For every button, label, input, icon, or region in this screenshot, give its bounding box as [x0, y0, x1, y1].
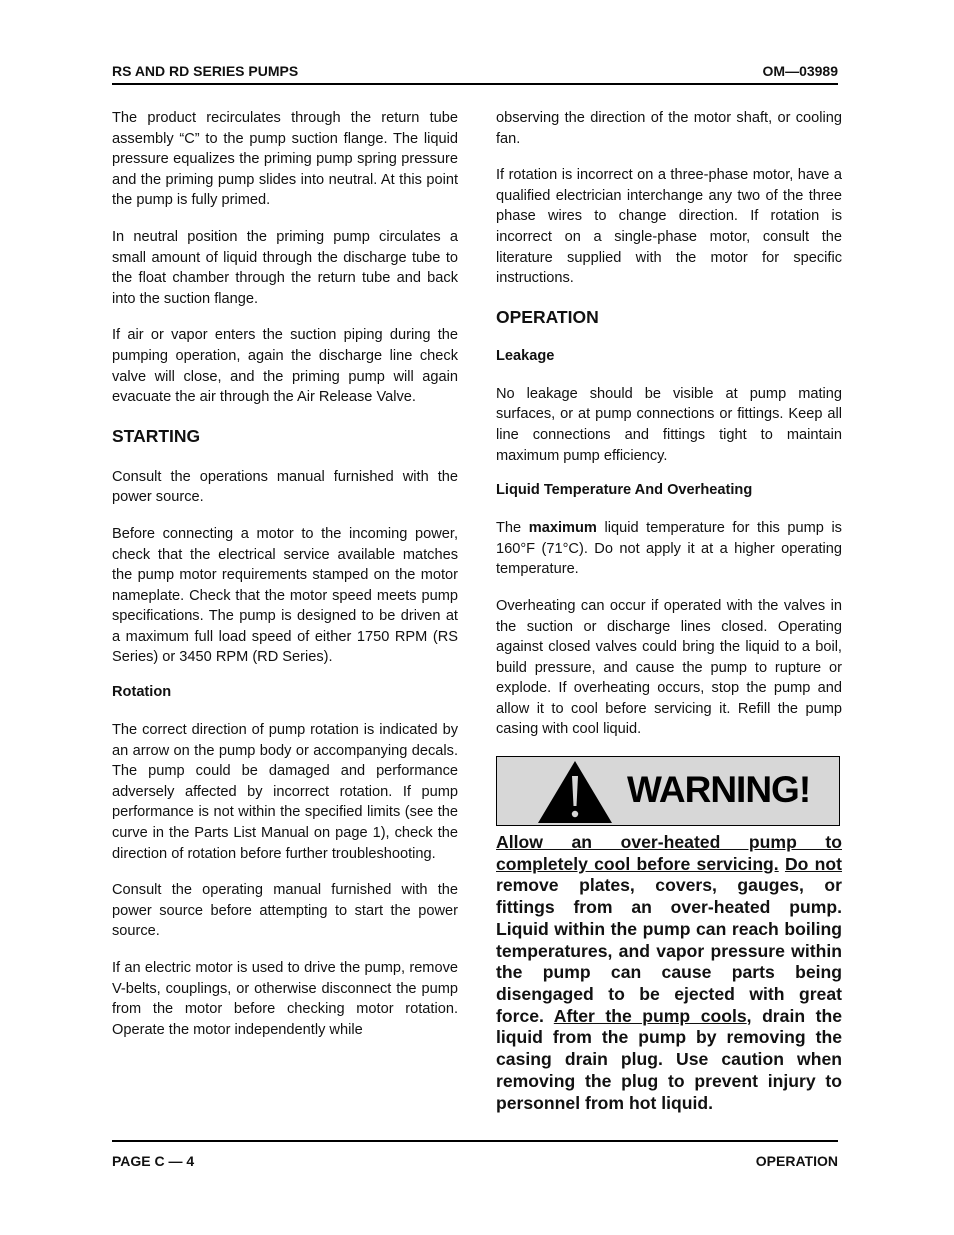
heading-liquid-temperature: Liquid Temperature And Overheating — [496, 482, 753, 499]
warning-title: WARNING! — [627, 769, 811, 811]
paragraph-neutral-position: In neutral position the priming pump circulates a small amount of liquid through the discharge tube to the float chamber through the return tube and back into the suction flange. — [112, 228, 458, 307]
heading-rotation: Rotation — [112, 684, 172, 701]
warning-underline-after: After the pump cools — [553, 1005, 747, 1026]
warning-underline-cool: Allow an over-heated pump to completely cool before servicing. — [496, 832, 842, 874]
paragraph-rotation-direction: The correct direction of pump rotation is indicated by an arrow on the pump body or accompanying decals. The pump could be damaged and performance adversely affected by incorrect rotation. If pump performance is not within the specified limits (see the curve in the Parts List Manual on page 1), check the direction of rotation before further troubleshooting. — [112, 722, 458, 862]
heading-starting: STARTING — [112, 425, 201, 446]
header-series-title: RS AND RD SERIES PUMPS — [112, 63, 299, 79]
warning-banner — [496, 756, 840, 826]
paragraph-before-connecting: Before connecting a motor to the incoming power, check that the electrical service available matches the pump motor requirements stamped on the motor nameplate. Check that the motor speed meets pump specifications. The pump is designed to be driven at a maximum full load speed of either 1750 RPM (RS Series) or 3450 RPM (RD Series). — [112, 525, 458, 666]
exclamation-triangle-icon — [537, 760, 613, 824]
heading-operation: OPERATION — [496, 306, 599, 327]
page-header — [112, 63, 838, 85]
paragraph-overheating: Overheating can occur if operated with the valves in the suction or discharge lines closed. Operating against closed valves could bring the liquid to a boil, build pressure, and cause the pump to rupture or explode. If overheating occurs, stop the pump and allow it to cool before servicing it. Refill the pump casing with cool liquid. — [496, 597, 842, 738]
max-temp-prefix: The — [496, 520, 522, 537]
heading-leakage: Leakage — [496, 347, 555, 364]
warning-body-end: , drain the liquid from the pump by removing the casing drain plug. Use caution when removing the plug to prevent injury to personnel from hot liquid. — [496, 1005, 842, 1113]
right-column — [496, 108, 842, 1114]
paragraph-consult-manual: Consult the operations manual furnished with the power source. — [112, 468, 458, 506]
paragraph-incorrect-rotation: If rotation is incorrect on a three-phase motor, have a qualified electrician interchange any two of the three phase wires to change direction. If rotation is incorrect on a single-phase motor, consult the literature supplied with the motor for specific instructions. — [496, 167, 842, 287]
paragraph-observing-direction: observing the direction of the motor shaft, or cooling fan. — [496, 110, 842, 147]
warning-body: remove plates, covers, gauges, or fittings from an over-heated pump. Liquid within the pump can reach boiling temperatures, and vapor pressure within the pump can cause parts being disengaged to be ejected with great force. — [496, 875, 842, 1026]
paragraph-max-temperature — [496, 518, 842, 580]
paragraph-consult-operating-manual: Consult the operating manual furnished with the power source before attempting to start the power source. — [112, 882, 458, 940]
header-document-number: OM—03989 — [762, 63, 838, 79]
warning-text — [496, 832, 842, 1114]
paragraph-leakage: No leakage should be visible at pump mating surfaces, or at pump connections or fittings. Keep all line connections and fittings tight to maintain maximum pump efficiency. — [496, 385, 842, 464]
page-footer — [112, 1140, 838, 1169]
paragraph-electric-motor: If an electric motor is used to drive the pump, remove V-belts, couplings, or otherwise disconnect the pump from the motor before checking motor rotation. Operate the motor independently while — [112, 960, 458, 1038]
max-temp-rest: liquid temperature for this pump is 160°F (71°C). Do not apply it at a higher operating temperature. — [496, 520, 842, 578]
warning-underline-do-not: Do not — [784, 853, 842, 874]
footer-section-name: OPERATION — [755, 1153, 838, 1169]
max-temp-bold: maximum — [528, 520, 597, 537]
paragraph-recirculation: The product recirculates through the return tube assembly “C” to the pump suction flange. The liquid pressure equalizes the priming pump spring pressure and the priming pump slides into neutral. At this point the pump is fully primed. — [112, 110, 458, 209]
footer-page-number: PAGE C — 4 — [112, 1153, 195, 1169]
left-column — [112, 108, 458, 1056]
paragraph-air-vapor: If air or vapor enters the suction piping during the pumping operation, again the discharge line check valve will close, and the priming pump will again evacuate the air through the Air Release Valve. — [112, 327, 458, 406]
